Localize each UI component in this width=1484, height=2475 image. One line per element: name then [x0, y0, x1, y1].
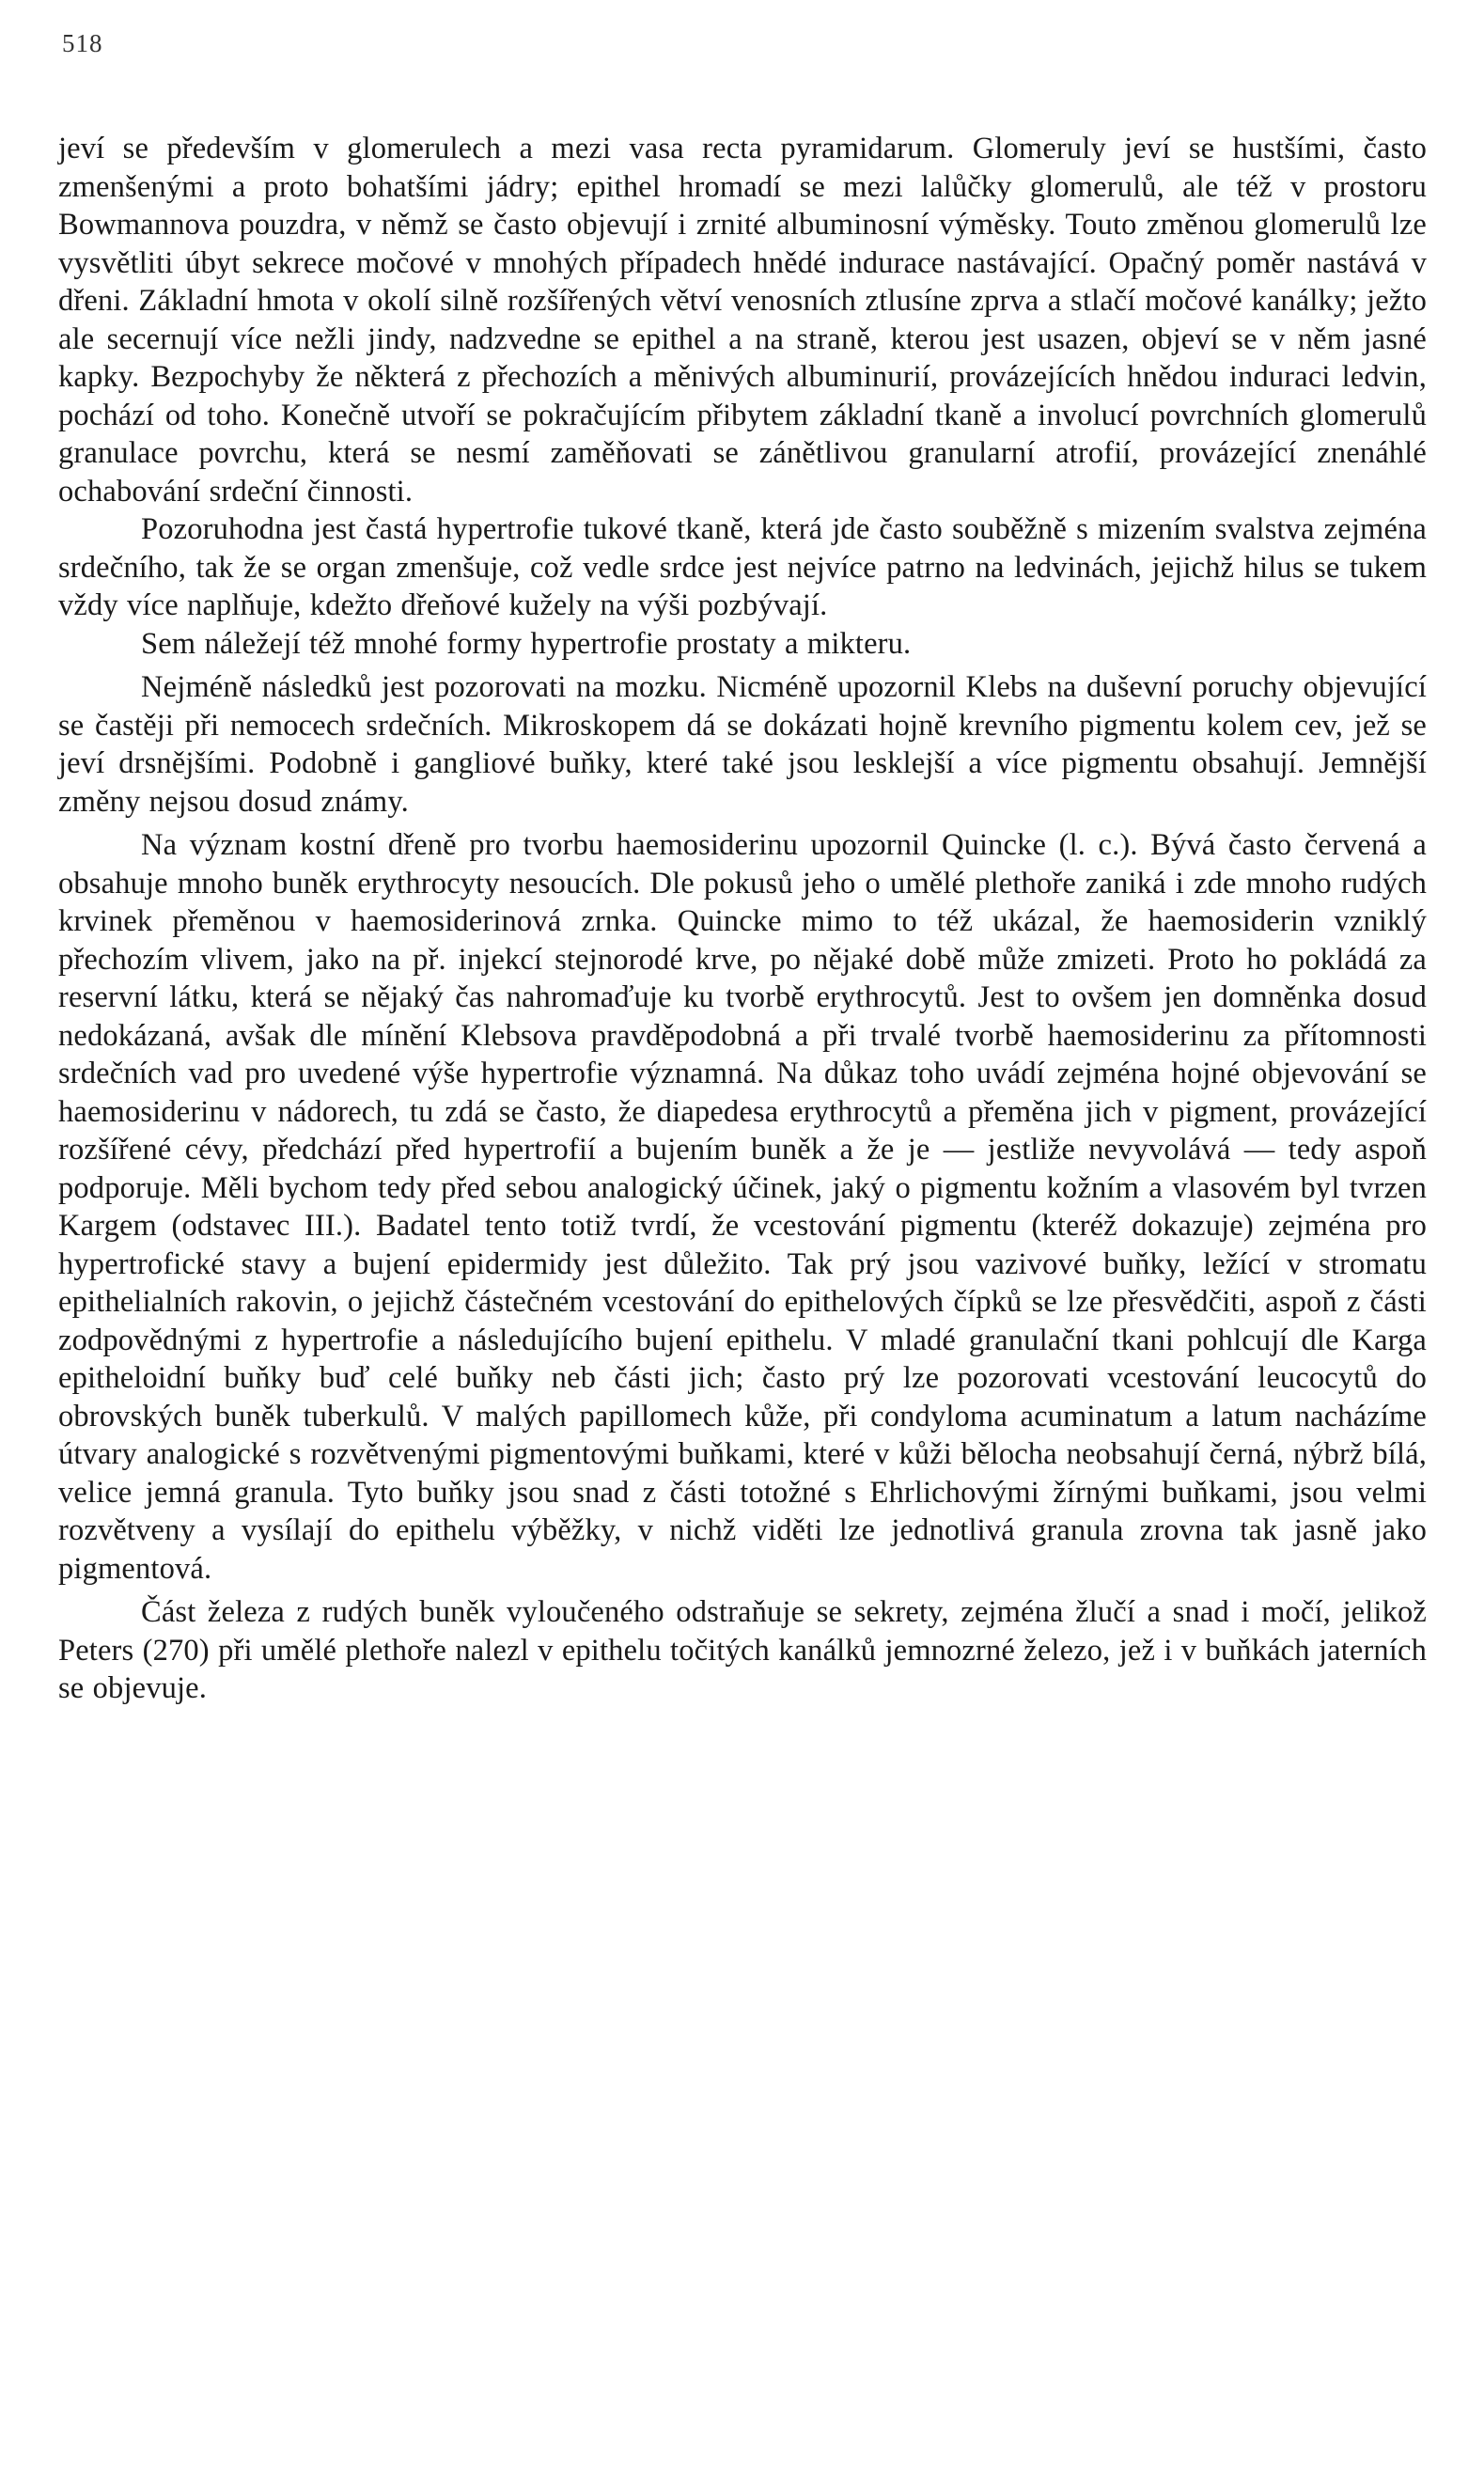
page-number: 518 [62, 29, 103, 57]
paragraph-iron-excretion: Část železa z rudých buněk vyloučeného odstraňuje se sekrety, zejména žlučí a snad i močí, jelikož Peters (270) při umělé plethoře nalezl v epithelu točitých kanálků jemnozrné železo, jež i v buňkách jaterních se objevuje. [58, 1595, 1427, 1705]
paragraph-brain: Nejméně následků jest pozorovati na mozku. Nicméně upozornil Klebs na duševní poruchy objevující se častěji při nemocech srdečních. Mikroskopem dá se dokázati hojně krevního pigmentu kolem cev, jež se jeví drsnějšími. Podobně i gangliové buňky, které také jsou lesklejší a více pigmentu obsahují. Jemnější změny nejsou dosud známy. [58, 670, 1427, 819]
paragraph-bone-marrow: Na význam kostní dřeně pro tvorbu haemosiderinu upozornil Quincke (l. c.). Bývá často červená a obsahuje mnoho buněk erythrocyty nesoucích. Dle pokusů jeho o umělé plethoře zaniká i zde mnoho rudých krvinek přeměnou v haemosiderinová zrnka. Quincke mimo to též ukázal, že haemosiderin vzniklý přechozím vlivem, jako na př. injekcí stejnorodé krve, po nějaké době může zmizeti. Proto ho pokládá za reservní látku, která se nějaký čas nahromaďuje ku tvorbě erythrocytů. Jest to ovšem jen domněnka dosud nedokázaná, avšak dle mínění Klebsova pravděpodobná a při trvalé tvorbě haemosiderinu za přítomnosti srdečních vad pro uvedené výše hypertrofie významná. Na důkaz toho uvádí zejména hojné objevování se haemosiderinu v nádorech, tu zdá se často, že diapedesa erythrocytů a přeměna jich v pigment, provázející rozšířené cévy, předchází před hypertrofií a bujením buněk a že je — jestliže nevyvolává — tedy aspoň podporuje. Měli bychom tedy před sebou analogický účinek, jaký o pigmentu kožním a vlasovém byl tvrzen Kargem (odstavec III.). Badatel tento totiž tvrdí, že vcestování pigmentu (kteréž dokazuje) zejména pro hypertrofické stavy a bujení epidermidy jest důležito. Tak prý jsou vazivové buňky, ležící v stromatu epithelialních rakovin, o jejichž částečném vcestování do epithelových čípků se lze přesvědčiti, aspoň z části zodpovědnými z hypertrofie a následujícího bujení epithelu. V mladé granulační tkani pohlcují dle Karga epitheloidní buňky buď celé buňky neb části jich; často prý lze pozorovati vcestování leucocytů do obrovských buněk tuberkulů. V malých papillomech kůže, při condyloma acuminatum a latum nacházíme útvary analogické s rozvětvenými pigmentovými buňkami, které v kůži bělocha neobsahují černá, nýbrž bílá, velice jemná granula. Tyto buňky jsou snad z části totožné s Ehrlichovými žírnými buňkami, jsou velmi rozvětveny a vysílají do epithelu výběžky, v nichž viděti lze jednotlivá granula zrovna tak jasně jako pigmentová. [58, 828, 1427, 1586]
body-text [58, 130, 1427, 1708]
paragraph-prostate: Sem náležejí též mnohé formy hypertrofie prostaty a mikteru. [141, 626, 912, 661]
paragraph-fat-hypertrophy: Pozoruhodna jest častá hypertrofie tukové tkaně, která jde často souběžně s mizením svalstva zejména srdečního, tak že se organ zmenšuje, což vedle srdce jest nejvíce patrno na ledvinách, jejichž hilus se tukem vždy více naplňuje, kdežto dřeňové kužely na výši pozbývají. [58, 512, 1427, 622]
paragraph-glomeruli: jeví se především v glomerulech a mezi vasa recta pyramidarum. Glomeruly jeví se hustšími, často zmenšenými a proto bohatšími jádry; epithel hromadí se mezi lalůčky glomerulů, ale též v prostoru Bowmannova pouzdra, v němž se často objevují i zrnité albuminosní výměsky. Touto změnou glomerulů lze vysvětliti úbyt sekrece močové v mnohých případech hnědé indurace nastávající. Opačný poměr nastává v dřeni. Základní hmota v okolí silně rozšířených větví venosních ztlusíne zprva a stlačí močové kanálky; ježto ale secernují více nežli jindy, nadzvedne se epithel a na straně, kterou jest usazen, objeví se v něm jasné kapky. Bezpochyby že některá z přechozích a měnivých albuminurií, provázejících hnědou induraci ledvin, pochází od toho. Konečně utvoří se pokračujícím přibytem základní tkaně a involucí povrchních glomerulů granulace povrchu, která se nesmí zaměňovati se zánětlivou granularní atrofií, provázející znenáhlé ochabování srdeční činnosti. [58, 132, 1427, 509]
